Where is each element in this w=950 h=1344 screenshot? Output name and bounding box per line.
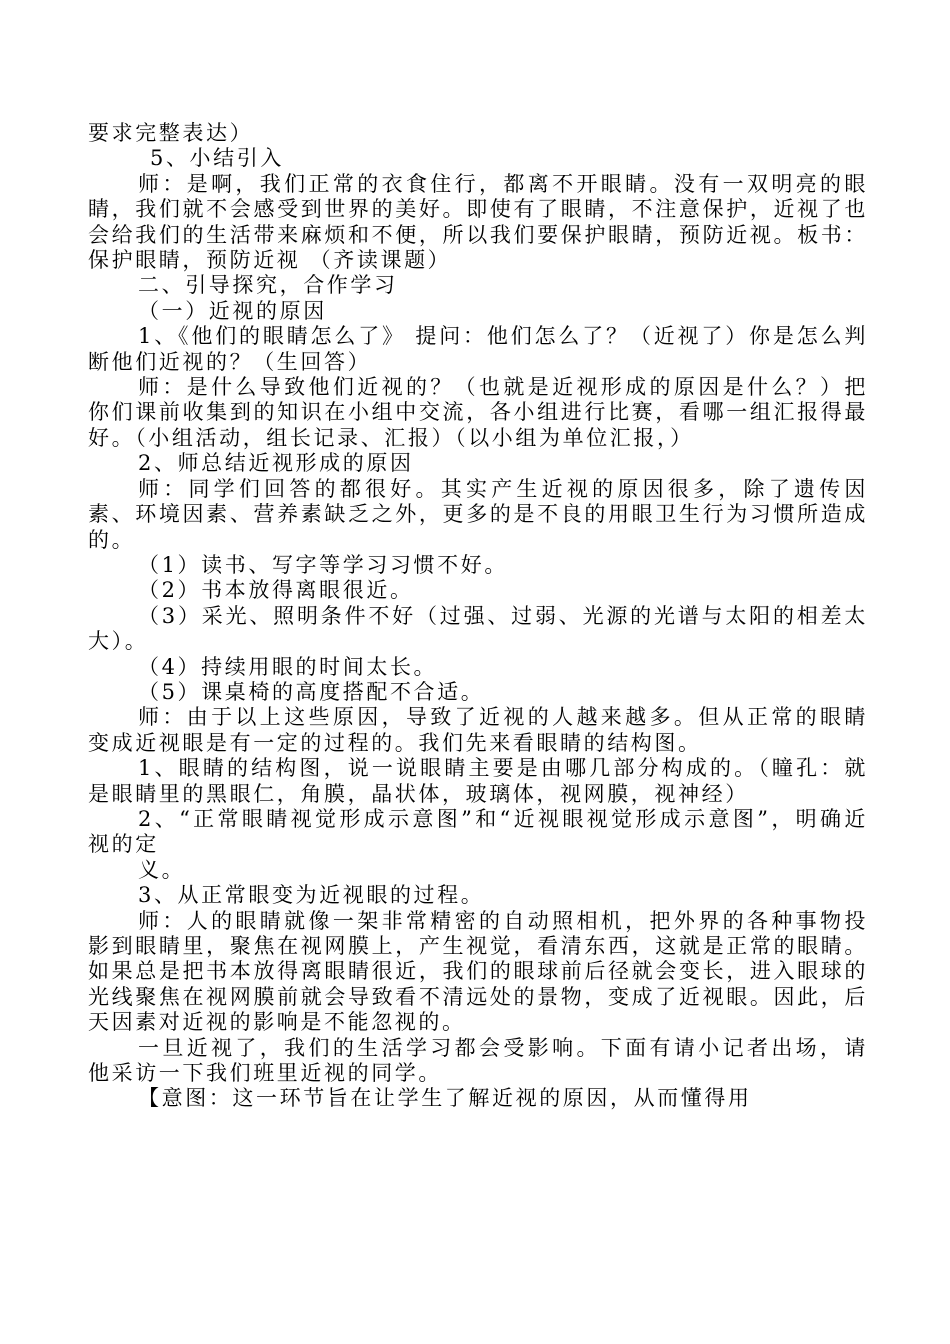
paragraph-3: 师：是啊，我们正常的衣食住行，都离不开眼睛。没有一双明亮的眼睛，我们就不会感受到世界的美好。即使有了眼睛，不注意保护，近视了也会给我们的生活带来麻烦和不便，所以我们要保护眼睛，预防近视。板书：保护眼睛，预防近视 （齐读课题） (88, 171, 868, 273)
paragraph-6: 1、《他们的眼睛怎么了》 提问：他们怎么了？（近视了）你是怎么判断他们近视的？（生回答） (88, 324, 868, 374)
list-item-cause-3: （3）采光、照明条件不好（过强、过弱、光源的光谱与太阳的相差太大）。 (88, 603, 868, 654)
paragraph-8: 2、师总结近视形成的原因 (138, 451, 414, 476)
paragraph-21: 一旦近视了，我们的生活学习都会受影响。下面有请小记者出场，请他采访一下我们班里近视的同学。 (88, 1035, 868, 1086)
section-heading-summary: 5、小结引入 (150, 146, 284, 171)
paragraph-18: 义。 (138, 857, 186, 882)
paragraph-20: 师：人的眼睛就像一架非常精密的自动照相机，把外界的各种事物投影到眼睛里，聚焦在视网膜上，产生视觉，看清东西，这就是正常的眼睛。如果总是把书本放得离眼睛很近，我们的眼球前后径就会变长，进入眼球的光线聚焦在视网膜前就会导致看不清远处的景物，变成了近视眼。因此，后天因素对近视的影响是不能忽视的。 (88, 908, 868, 1035)
section-heading-explore: 二、引导探究，合作学习 (138, 273, 398, 298)
subsection-heading-causes: （一）近视的原因 (138, 298, 327, 323)
list-item-cause-5: （5）课桌椅的高度搭配不合适。 (138, 679, 485, 704)
paragraph-9: 师：同学们回答的都很好。其实产生近视的原因很多，除了遗传因素、环境因素、营养素缺乏之外，更多的是不良的用眼卫生行为习惯所造成的。 (88, 476, 868, 552)
paragraph-22: 【意图：这一环节旨在让学生了解近视的原因，从而懂得用 (138, 1086, 752, 1111)
list-item-cause-2: （2）书本放得离眼很近。 (138, 578, 414, 603)
paragraph-17: 2、“正常眼睛视觉形成示意图”和“近视眼视觉形成示意图”，明确近视的定 (88, 806, 868, 857)
list-item-cause-1: （1）读书、写字等学习习惯不好。 (138, 552, 508, 577)
list-item-cause-4: （4）持续用眼的时间太长。 (138, 654, 438, 679)
paragraph-16: 1、眼睛的结构图，说一说眼睛主要是由哪几部分构成的。（瞳孔：就是眼睛里的黑眼仁，角膜，晶状体，玻璃体，视网膜，视神经） (88, 756, 868, 806)
paragraph-19: 3、从正常眼变为近视眼的过程。 (138, 883, 485, 908)
paragraph-15: 师：由于以上这些原因，导致了近视的人越来越多。但从正常的眼睛变成近视眼是有一定的过程的。我们先来看眼睛的结构图。 (88, 705, 868, 755)
document-body (88, 121, 868, 1112)
paragraph-7: 师：是什么导致他们近视的？（也就是近视形成的原因是什么？）把你们课前收集到的知识在小组中交流，各小组进行比赛，看哪一组汇报得最好。（小组活动，组长记录、汇报）（以小组为单位汇报，） (88, 375, 868, 450)
paragraph-1: 要求完整表达） (88, 121, 254, 145)
